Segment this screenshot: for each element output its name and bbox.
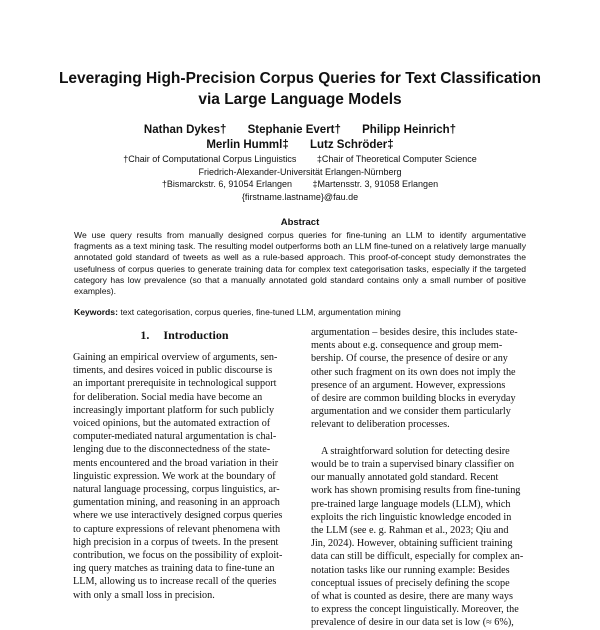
body-line: bership. Of course, the presence of desire or any [311,353,508,365]
section-title: Introduction [163,328,229,342]
body-line: Gaining an empirical overview of arguments, sen- [73,352,278,363]
author-block [60,123,540,153]
body-line: the LLM (see e. g. Rahman et al., 2023; Qiu and [311,525,509,537]
section-number: 1. [140,328,150,342]
title-line-2: via Large Language Models [198,91,402,108]
body-line: gumentation mining, and reasoning in an approach [73,497,280,509]
body-line: relevant to deliberation processes. [311,419,450,431]
affiliation-block [60,153,540,203]
body-line: would be to train a supervised binary classifier on [311,459,515,471]
left-column [73,351,296,602]
author-name: Lutz Schröder‡ [309,139,394,151]
body-line: argumentation – besides desire, this includes state- [311,327,518,338]
body-line: ments about e.g. consequence and group mem- [311,340,503,352]
abstract-text: We use query results from manually designed corpus queries for fine-tuning an LLM to identify argumentative fragments as a text mining task. The resulting model outperforms both an LLM fine-tuned on a relatively large manually annotated gold standard of tweets as well as a rule-based approach. This proof-of-concept study demonstrates the usefulness of corpus queries to generate training data for complex text categorisation tasks, especially if the targeted category has low prevalence (so that a manually annotated gold standard contains only a small number of positive examples). [74,230,526,297]
body-line: LLM, allowing us to increase recall of the queries [73,576,277,588]
body-line: linguistic expression. We work at the boundary of [73,470,276,482]
body-line: ments encountered and the broad variation in their [73,457,279,469]
right-column [311,326,529,630]
body-line: natural language processing, corpus linguistics, ar- [73,484,280,496]
body-line: argumentation and we consider them particularly [311,406,511,418]
affiliation-chair: ‡Chair of Theoretical Computer Science [316,154,477,164]
author-name: Philipp Heinrich† [362,124,457,136]
body-line: Jin, 2024). However, obtaining sufficient training [311,538,513,550]
body-line: lenging due to the disconnectedness of the state- [73,444,271,456]
body-line: for deliberation. Social media have become an [73,391,263,403]
body-line: ing query matches as training data to fine-tune an [73,563,275,575]
affiliation-address: †Bismarckstr. 6, 91054 Erlangen [161,179,292,189]
body-line: our manually annotated gold standard. Recent [311,472,499,484]
body-line: where we use interactively designed corpus queries [73,510,283,522]
body-line: with only a small loss in precision. [73,589,215,601]
body-line: of desire are common building blocks in everyday [311,393,516,405]
body-line: to capture expressions of relevant phenomena with [73,523,281,535]
body-line: computer-mediated natural argumentation is chal- [73,431,277,443]
affiliation-address: ‡Martensstr. 3, 91058 Erlangen [312,179,439,189]
body-line: pre-trained large language models (LLM), which [311,498,511,510]
keywords-list: text categorisation, corpus queries, fine-tuned LLM, argumentation mining [120,307,401,317]
affiliation-university: Friedrich-Alexander-Universität Erlangen-Nürnberg [198,166,402,177]
body-line: notation tasks like our running example: Besides [311,564,510,576]
abstract-heading: Abstract [280,217,320,228]
body-line: other such fragment on its own does not imply the [311,366,516,378]
body-line: increasingly important platform for such publicly [73,404,275,416]
author-name: Merlin Humml‡ [206,139,289,151]
body-line: contribution, we focus on the possibility of exploit- [73,550,283,562]
title-line-1: Leveraging High-Precision Corpus Queries for Text Classification [58,70,542,87]
body-line: timents, and desires voiced in public discourse is [73,365,273,377]
author-name: Nathan Dykes† [143,124,227,136]
section-heading [73,328,296,343]
body-line: A straightforward solution for detecting desire [321,445,510,457]
body-line: presence of an argument. However, expressions [311,379,506,391]
body-line: an important prerequisite in technological support [73,378,277,390]
body-line: voiced opinions, but the automated extraction of [73,418,271,430]
keywords-line [74,307,526,318]
author-name: Stephanie Evert† [247,124,341,136]
body-line: work has shown promising results from fine-tuning [311,485,521,497]
keywords-label: Keywords: [74,307,118,317]
paper-title [50,68,550,110]
author-email: {firstname.lastname}@fau.de [241,191,359,202]
body-line: prevalence of desire in our data set is low (≈ 6%), [311,617,514,629]
paragraph-gap [311,432,529,445]
body-line: conceptual issues of precisely defining the scope [311,577,510,589]
affiliation-chair: †Chair of Computational Corpus Linguistics [123,154,297,164]
body-line: data can still be difficult, especially for complex an- [311,551,524,563]
body-line: to express the concept linguistically. Moreover, the [311,604,519,616]
body-line: high precision in a corpus of tweets. In the present [73,536,279,548]
body-line: exploits the rich linguistic knowledge encoded in [311,511,512,523]
body-line: of what is counted as desire, there are many ways [311,591,513,603]
